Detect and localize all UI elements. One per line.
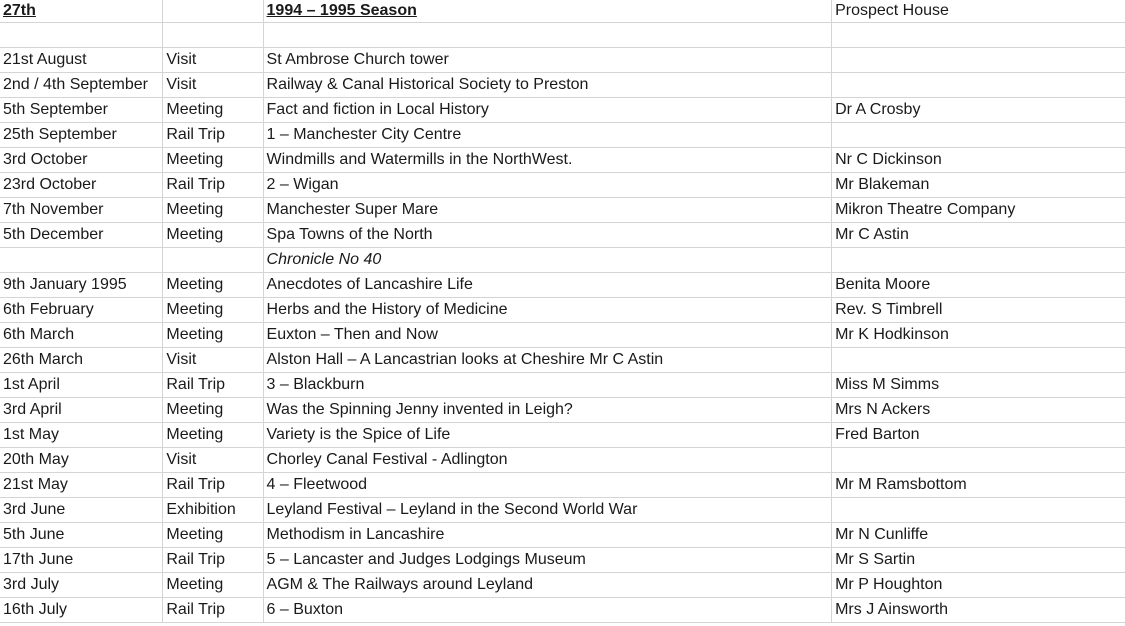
speaker-cell[interactable] [832,48,1125,73]
date-cell[interactable]: 21st August [0,48,163,73]
type-cell[interactable]: Rail Trip [163,598,263,623]
date-cell[interactable]: 7th November [0,198,163,223]
table-row [0,148,1125,173]
table-row [0,323,1125,348]
type-cell[interactable]: Meeting [163,98,263,123]
title-cell[interactable]: Manchester Super Mare [263,198,832,223]
speaker-cell[interactable]: Rev. S Timbrell [832,298,1125,323]
title-cell[interactable]: 5 – Lancaster and Judges Lodgings Museum [263,548,832,573]
type-cell[interactable]: Meeting [163,148,263,173]
title-cell[interactable]: Methodism in Lancashire [263,523,832,548]
type-cell[interactable] [163,23,263,48]
title-cell[interactable]: 4 – Fleetwood [263,473,832,498]
table-row [0,548,1125,573]
speaker-cell[interactable]: Mr P Houghton [832,573,1125,598]
title-cell[interactable]: 2 – Wigan [263,173,832,198]
table-row [0,423,1125,448]
speaker-cell[interactable] [832,23,1125,48]
date-cell[interactable]: 21st May [0,473,163,498]
table-row [0,123,1125,148]
date-cell[interactable]: 5th September [0,98,163,123]
table-row [0,198,1125,223]
title-cell[interactable]: Anecdotes of Lancashire Life [263,273,832,298]
season-title-cell[interactable]: 1994 – 1995 Season [263,0,832,23]
speaker-cell[interactable] [832,498,1125,523]
type-cell[interactable]: Meeting [163,223,263,248]
date-cell[interactable]: 25th September [0,123,163,148]
type-cell[interactable]: Rail Trip [163,473,263,498]
table-row [0,273,1125,298]
table-row [0,473,1125,498]
speaker-cell[interactable]: Dr A Crosby [832,98,1125,123]
title-cell[interactable]: 6 – Buxton [263,598,832,623]
speaker-cell[interactable] [832,448,1125,473]
table-row [0,248,1125,273]
type-cell[interactable]: Rail Trip [163,548,263,573]
date-cell[interactable]: 2nd / 4th September [0,73,163,98]
table-row [0,173,1125,198]
table-row [0,448,1125,473]
date-cell[interactable]: 17th June [0,548,163,573]
title-cell[interactable]: 1 – Manchester City Centre [263,123,832,148]
type-cell[interactable]: Meeting [163,323,263,348]
type-cell[interactable]: Meeting [163,523,263,548]
type-cell[interactable]: Visit [163,448,263,473]
table-row [0,498,1125,523]
title-cell[interactable]: AGM & The Railways around Leyland [263,573,832,598]
title-cell[interactable]: Chorley Canal Festival - Adlington [263,448,832,473]
title-cell[interactable]: St Ambrose Church tower [263,48,832,73]
date-cell[interactable]: 20th May [0,448,163,473]
speaker-cell[interactable]: Mrs N Ackers [832,398,1125,423]
speaker-cell[interactable]: Mr C Astin [832,223,1125,248]
type-cell[interactable]: Rail Trip [163,173,263,198]
date-cell[interactable]: 6th March [0,323,163,348]
speaker-cell[interactable] [832,348,1125,373]
speaker-cell[interactable]: Mr M Ramsbottom [832,473,1125,498]
date-cell[interactable]: 6th February [0,298,163,323]
type-cell[interactable]: Visit [163,48,263,73]
title-cell[interactable]: Euxton – Then and Now [263,323,832,348]
speaker-cell[interactable] [832,248,1125,273]
header-row [0,0,1125,23]
title-cell[interactable]: Chronicle No 40 [263,248,832,273]
title-cell[interactable]: Herbs and the History of Medicine [263,298,832,323]
title-cell[interactable]: Was the Spinning Jenny invented in Leigh? [263,398,832,423]
table-row [0,598,1125,623]
date-cell[interactable]: 9th January 1995 [0,273,163,298]
title-cell[interactable]: Railway & Canal Historical Society to Preston [263,73,832,98]
table-row [0,373,1125,398]
date-cell[interactable]: 5th December [0,223,163,248]
date-cell[interactable]: 3rd October [0,148,163,173]
type-cell[interactable]: Rail Trip [163,373,263,398]
title-cell[interactable]: Variety is the Spice of Life [263,423,832,448]
title-cell[interactable] [263,23,832,48]
date-cell[interactable]: 3rd April [0,398,163,423]
date-cell[interactable]: 23rd October [0,173,163,198]
date-cell[interactable]: 26th March [0,348,163,373]
table-row [0,523,1125,548]
speaker-cell[interactable]: Mr Blakeman [832,173,1125,198]
table-row [0,23,1125,48]
table-row [0,573,1125,598]
type-cell[interactable]: Meeting [163,398,263,423]
speaker-cell[interactable]: Fred Barton [832,423,1125,448]
date-cell[interactable]: 1st May [0,423,163,448]
table-row [0,98,1125,123]
type-cell[interactable]: Rail Trip [163,123,263,148]
title-cell[interactable]: 3 – Blackburn [263,373,832,398]
type-cell[interactable]: Meeting [163,273,263,298]
table-row [0,223,1125,248]
type-cell[interactable]: Meeting [163,423,263,448]
speaker-cell[interactable] [832,123,1125,148]
title-cell[interactable]: Alston Hall – A Lancastrian looks at Cheshire Mr C Astin [263,348,832,373]
venue-cell[interactable]: Prospect House [832,0,1125,23]
speaker-cell[interactable]: Mrs J Ainsworth [832,598,1125,623]
speaker-cell[interactable]: Nr C Dickinson [832,148,1125,173]
type-cell[interactable]: Visit [163,73,263,98]
date-cell[interactable]: 3rd July [0,573,163,598]
title-cell[interactable]: Fact and fiction in Local History [263,98,832,123]
speaker-cell[interactable]: Mr S Sartin [832,548,1125,573]
type-cell[interactable]: Exhibition [163,498,263,523]
type-cell[interactable]: Meeting [163,298,263,323]
type-cell[interactable] [163,248,263,273]
table-row [0,348,1125,373]
title-cell[interactable]: Leyland Festival – Leyland in the Second World War [263,498,832,523]
date-cell[interactable] [0,23,163,48]
date-cell[interactable]: 16th July [0,598,163,623]
speaker-cell[interactable]: Mr N Cunliffe [832,523,1125,548]
date-cell[interactable] [0,248,163,273]
table-row [0,398,1125,423]
type-cell[interactable]: Meeting [163,198,263,223]
title-cell[interactable]: Windmills and Watermills in the NorthWest. [263,148,832,173]
date-cell[interactable]: 1st April [0,373,163,398]
type-cell[interactable]: Visit [163,348,263,373]
type-cell[interactable]: Meeting [163,573,263,598]
table-row [0,298,1125,323]
table-row [0,73,1125,98]
table-row [0,48,1125,73]
date-cell[interactable]: 5th June [0,523,163,548]
header-date-cell[interactable]: 27th [0,0,163,23]
speaker-cell[interactable]: Miss M Simms [832,373,1125,398]
speaker-cell[interactable]: Benita Moore [832,273,1125,298]
header-type-cell[interactable] [163,0,263,23]
speaker-cell[interactable] [832,73,1125,98]
date-cell[interactable]: 3rd June [0,498,163,523]
speaker-cell[interactable]: Mikron Theatre Company [832,198,1125,223]
title-cell[interactable]: Spa Towns of the North [263,223,832,248]
speaker-cell[interactable]: Mr K Hodkinson [832,323,1125,348]
